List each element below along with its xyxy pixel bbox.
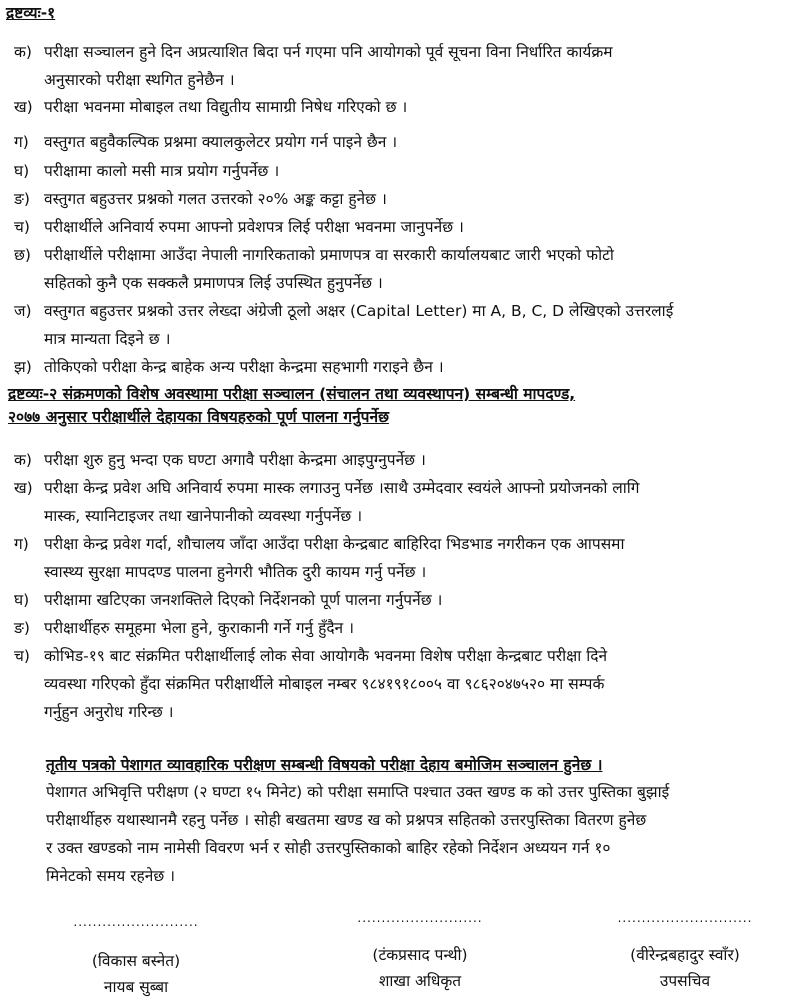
note2-item-nga — [14, 614, 784, 642]
note1-item-kha — [14, 93, 784, 121]
item-text: तोकिएको परीक्षा केन्द्र बाहेक अन्य परीक्षा केन्द्रमा सहभागी गराइने छैन । — [44, 358, 444, 376]
item-text: परीक्षामा खटिएका जनशक्तिले दिएको निर्देशनको पूर्ण पालना गर्नुपर्नेछ । — [44, 591, 443, 609]
item-text: वस्तुगत बहुउत्तर प्रश्नको उत्तर लेख्दा अंग्रेजी ठूलो अक्षर (Capital Letter) मा A, B, C, D लेखिएको उत्तरलाई — [44, 302, 674, 320]
note1-item-cha — [14, 213, 784, 241]
note1-item-nga — [14, 185, 784, 213]
signatory-name: (टंकप्रसाद पन्थी) — [372, 946, 468, 964]
item-text-cont: सहितको कुनै एक सक्कलै प्रमाणपत्र लिई उपस्थित हुनुपर्नेछ । — [44, 274, 383, 292]
item-number: घ) — [14, 162, 30, 180]
item-text: परीक्षामा कालो मसी मात्र प्रयोग गर्नुपर्नेछ । — [44, 162, 280, 180]
item-number: ग) — [14, 535, 29, 553]
note2-item-cha — [14, 642, 784, 726]
note1-heading: द्रष्टव्यः-१ — [6, 4, 56, 22]
signature-block-2 — [340, 908, 500, 994]
item-number: घ) — [14, 591, 30, 609]
third-paper-heading: तृतीय पत्रको पेशागत व्यावहारिक परीक्षण सम्बन्धी विषयको परीक्षा देहाय बमोजिम सञ्चालन हुनेछ । — [46, 756, 603, 774]
note2-item-ka — [14, 446, 784, 474]
item-text: वस्तुगत बहुवैकल्पिक प्रश्नमा क्यालकुलेटर प्रयोग गर्न पाइने छैन । — [44, 133, 398, 151]
item-number: छ) — [14, 246, 31, 264]
item-text-cont: मात्र मान्यता दिइने छ । — [44, 330, 171, 348]
item-text: परीक्षार्थीले परीक्षामा आउँदा नेपाली नागरिकताको प्रमाणपत्र वा सरकारी कार्यालयबाट जारी भएको फोटो — [44, 246, 614, 264]
note2-heading-line: २०७७ अनुसार परीक्षार्थीले देहायका विषयहरुको पूर्ण पालना गर्नुपर्नेछ — [8, 408, 389, 426]
item-text-cont: व्यवस्था गरिएको हुँदा संक्रमित परीक्षार्थीले मोबाइल नम्बर ९८४१९१८००५ वा ९८६२०४७५२० मा सम्पर्क — [44, 675, 605, 693]
note1-item-gha — [14, 157, 784, 185]
item-text: परीक्षा शुरु हुनु भन्दा एक घण्टा अगावै परीक्षा केन्द्रमा आइपुग्नुपर्नेछ । — [44, 451, 426, 469]
signature-block-1 — [56, 912, 216, 1000]
item-number: ग) — [14, 133, 29, 151]
signature-line: .......................... — [357, 911, 483, 925]
note1-item-chha — [14, 241, 784, 297]
item-text: कोभिड-१९ बाट संक्रमित परीक्षार्थीलाई लोक सेवा आयोगकै भवनमा विशेष परीक्षा केन्द्रबाट परीक्षा दिने — [44, 647, 608, 665]
item-number: क) — [14, 451, 32, 469]
item-text: परीक्षा भवनमा मोबाइल तथा विद्युतीय सामाग्री निषेध गरिएको छ । — [44, 98, 408, 116]
item-number: क) — [14, 43, 32, 61]
item-text: परीक्षार्थीले अनिवार्य रुपमा आफ्नो प्रवेशपत्र लिई परीक्षा भवनमा जानुपर्नेछ । — [44, 218, 464, 236]
item-text: परीक्षा सञ्चालन हुने दिन अप्रत्याशित बिदा पर्न गएमा पनि आयोगको पूर्व सूचना विना निर्धारित कार्यक्रम — [44, 43, 613, 61]
item-text: परीक्षा केन्द्र प्रवेश गर्दा, शौचालय जाँदा आउँदा परीक्षा केन्द्रबाट बाहिरिदा भिडभाड नगरीकन एक आपसमा — [44, 535, 625, 553]
signatory-title: नायब सुब्बा — [103, 978, 169, 996]
paragraph-line: पेशागत अभिवृत्ति परीक्षण (२ घण्टा १५ मिनेट) को परीक्षा समाप्ति पश्चात उक्त खण्ड क को उत्तर पुस्तिका बुझाई — [46, 783, 670, 801]
signatory-name: (विकास बस्नेत) — [91, 952, 181, 970]
item-number: ङ) — [14, 190, 30, 208]
signatory-name: (वीरेन्द्रबहादुर स्वाँर) — [630, 946, 740, 964]
note1-item-ka — [14, 38, 784, 94]
signatory-title: उपसचिव — [659, 972, 711, 990]
note1-item-ja — [14, 297, 784, 353]
third-paper-paragraph — [46, 778, 669, 890]
item-text: वस्तुगत बहुउत्तर प्रश्नको गलत उत्तरको २०% अङ्क कट्टा हुनेछ । — [44, 190, 387, 208]
note2-item-kha — [14, 474, 784, 530]
note2-heading-line: द्रष्टव्यः-२ संक्रमणको विशेष अवस्थामा परीक्षा सञ्चालन (संचालन तथा व्यवस्थापन) सम्बन्धी मापदण्ड, — [8, 385, 576, 403]
signature-line: ............................ — [617, 911, 753, 925]
item-text: परीक्षा केन्द्र प्रवेश अघि अनिवार्य रुपमा मास्क लगाउनु पर्नेछ ।साथै उम्मेदवार स्वयंले आफ्नो प्रयोजनको लागि — [44, 479, 640, 497]
item-text: परीक्षार्थीहरु समूहमा भेला हुने, कुराकानी गर्ने गर्नु हुँदैन । — [44, 619, 354, 637]
item-number: ज) — [14, 302, 32, 320]
note1-item-ga — [14, 128, 784, 156]
note1-item-jha — [14, 353, 784, 381]
item-text-cont: अनुसारको परीक्षा स्थगित हुनेछैन । — [44, 71, 235, 89]
item-number: च) — [14, 218, 30, 236]
item-number: ङ) — [14, 619, 30, 637]
paragraph-line: मिनेटको समय रहनेछ । — [46, 867, 176, 885]
item-number: झ) — [14, 358, 32, 376]
item-text-cont: गर्नुहुन अनुरोध गरिन्छ । — [44, 703, 174, 721]
note2-item-ga — [14, 530, 784, 586]
paragraph-line: र उक्त खण्डको नाम नामेसी विवरण भर्न र सोही उत्तरपुस्तिकाको बाहिर रहेको निर्देशन अध्ययन गर्न १० — [46, 839, 611, 857]
item-number: ख) — [14, 98, 33, 116]
signatory-title: शाखा अधिकृत — [378, 972, 462, 990]
note2-heading — [8, 383, 575, 429]
paragraph-line: परीक्षार्थीहरु यथास्थानमै रहनु पर्नेछ । सोही बखतमा खण्ड ख को प्रश्नपत्र सहितको उत्तरपुस्तिका वितरण हुनेछ — [46, 811, 647, 829]
item-text-cont: स्वास्थ्य सुरक्षा मापदण्ड पालना हुनेगरी भौतिक दुरी कायम गर्नु पर्नेछ । — [44, 563, 427, 581]
signature-block-3 — [585, 908, 785, 994]
item-number: ख) — [14, 479, 33, 497]
note2-item-gha — [14, 586, 784, 614]
item-number: च) — [14, 647, 30, 665]
item-text-cont: मास्क, स्यानिटाइजर तथा खानेपानीको व्यवस्था गर्नुपर्नेछ । — [44, 507, 363, 525]
signature-line: .......................... — [73, 915, 199, 929]
